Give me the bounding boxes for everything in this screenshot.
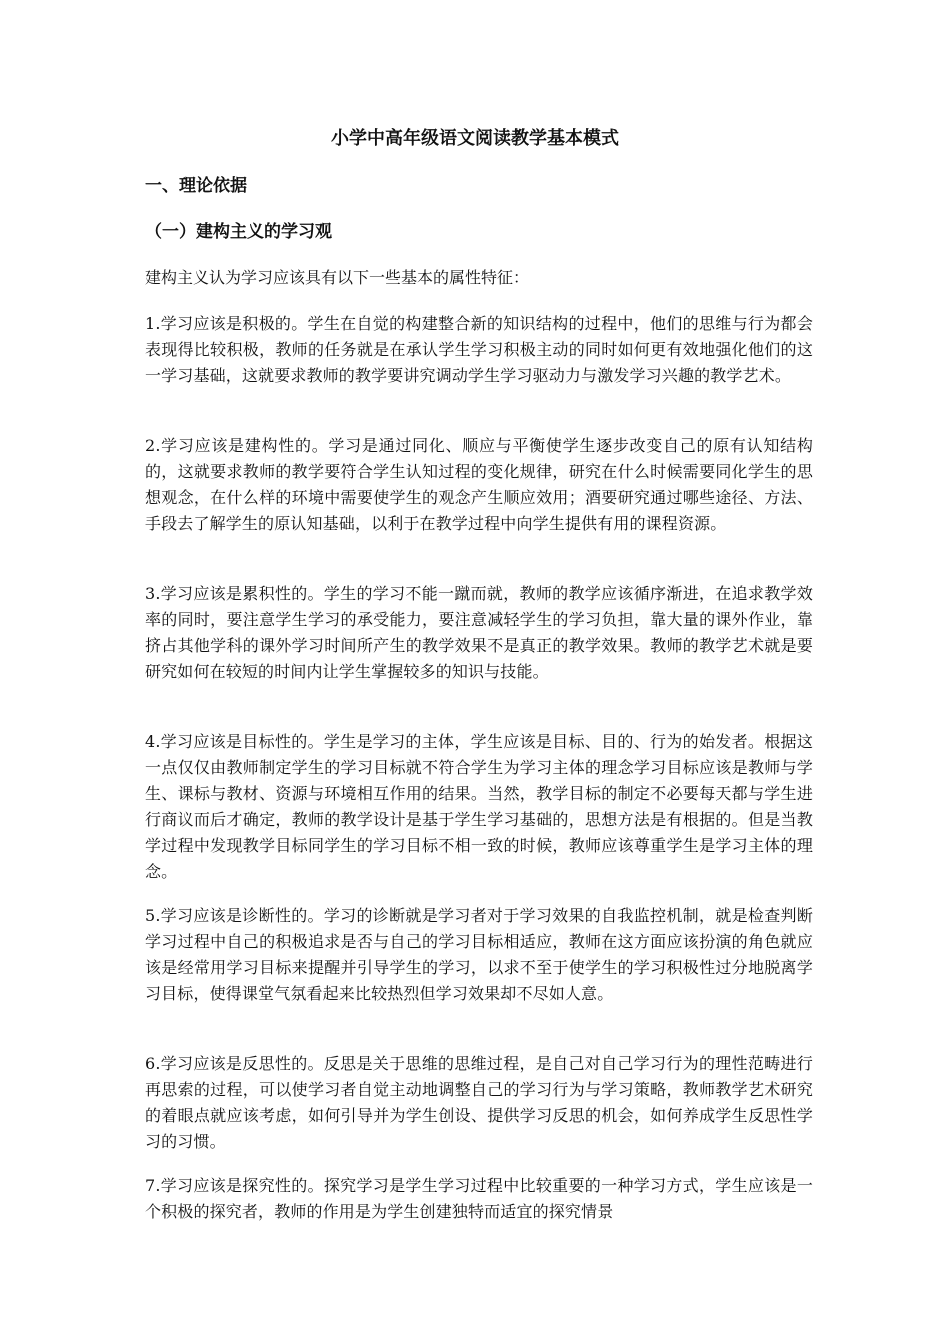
paragraph-3: 3.学习应该是累积性的。学生的学习不能一蹴而就，教师的教学应该循序渐进，在追求教学效率的同时，要注意学生学习的承受能力，要注意减轻学生的学习负担，靠大量的课外作业，靠挤占其他学科的课外学习时间所产生的教学效果不是真正的教学效果。教师的教学艺术就是要研究如何在较短的时间内让学生掌握较多的知识与技能。 bbox=[145, 584, 813, 681]
paragraph-6: 6.学习应该是反思性的。反思是关于思维的思维过程，是自己对自己学习行为的理性范畴进行再思索的过程，可以使学习者自觉主动地调整自己的学习行为与学习策略，教师教学艺术研究的着眼点就应该考虑，如何引导并为学生创设、提供学习反思的机会，如何养成学生反思性学习的习惯。 bbox=[145, 1054, 813, 1151]
section-heading: 一、理论依据 bbox=[145, 176, 247, 196]
paragraph-2: 2.学习应该是建构性的。学习是通过同化、顺应与平衡使学生逐步改变自己的原有认知结构的，这就要求教师的教学要符合学生认知过程的变化规律，研究在什么时候需要同化学生的思想观念，在什么样的环境中需要使学生的观念产生顺应效用；酒要研究通过哪些途径、方法、手段去了解学生的原认知基础，以利于在教学过程中向学生提供有用的课程资源。 bbox=[145, 436, 813, 533]
paragraph-5: 5.学习应该是诊断性的。学习的诊断就是学习者对于学习效果的自我监控机制，就是检查判断学习过程中自己的积极追求是否与自己的学习目标相适应，教师在这方面应该扮演的角色就应该是经常用学习目标来提醒并引导学生的学习，以求不至于使学生的学习积极性过分地脱离学习目标，使得课堂气氛看起来比较热烈但学习效果却不尽如人意。 bbox=[145, 906, 813, 1003]
paragraph-1: 1.学习应该是积极的。学生在自觉的构建整合新的知识结构的过程中，他们的思维与行为都会表现得比较积极，教师的任务就是在承认学生学习积极主动的同时如何更有效地强化他们的这一学习基础，这就要求教师的教学要讲究调动学生学习驱动力与激发学习兴趣的教学艺术。 bbox=[145, 314, 813, 385]
document-title: 小学中高年级语文阅读教学基本模式 bbox=[331, 128, 619, 149]
subsection-heading: （一）建构主义的学习观 bbox=[145, 222, 332, 242]
intro-paragraph: 建构主义认为学习应该具有以下一些基本的属性特征： bbox=[145, 268, 530, 287]
paragraph-7: 7.学习应该是探究性的。探究学习是学生学习过程中比较重要的一种学习方式，学生应该是一个积极的探究者，教师的作用是为学生创建独特而适宜的探究情景 bbox=[145, 1176, 813, 1221]
paragraph-4: 4.学习应该是目标性的。学生是学习的主体，学生应该是目标、目的、行为的始发者。根据这一点仅仅由教师制定学生的学习目标就不符合学生为学习主体的理念学习目标应该是教师与学生、课标与教材、资源与环境相互作用的结果。当然，教学目标的制定不必要每天都与学生进行商议而后才确定，教师的教学设计是基于学生学习基础的，思想方法是有根据的。但是当教学过程中发现教学目标同学生的学习目标不相一致的时候，教师应该尊重学生是学习主体的理念。 bbox=[145, 732, 813, 881]
